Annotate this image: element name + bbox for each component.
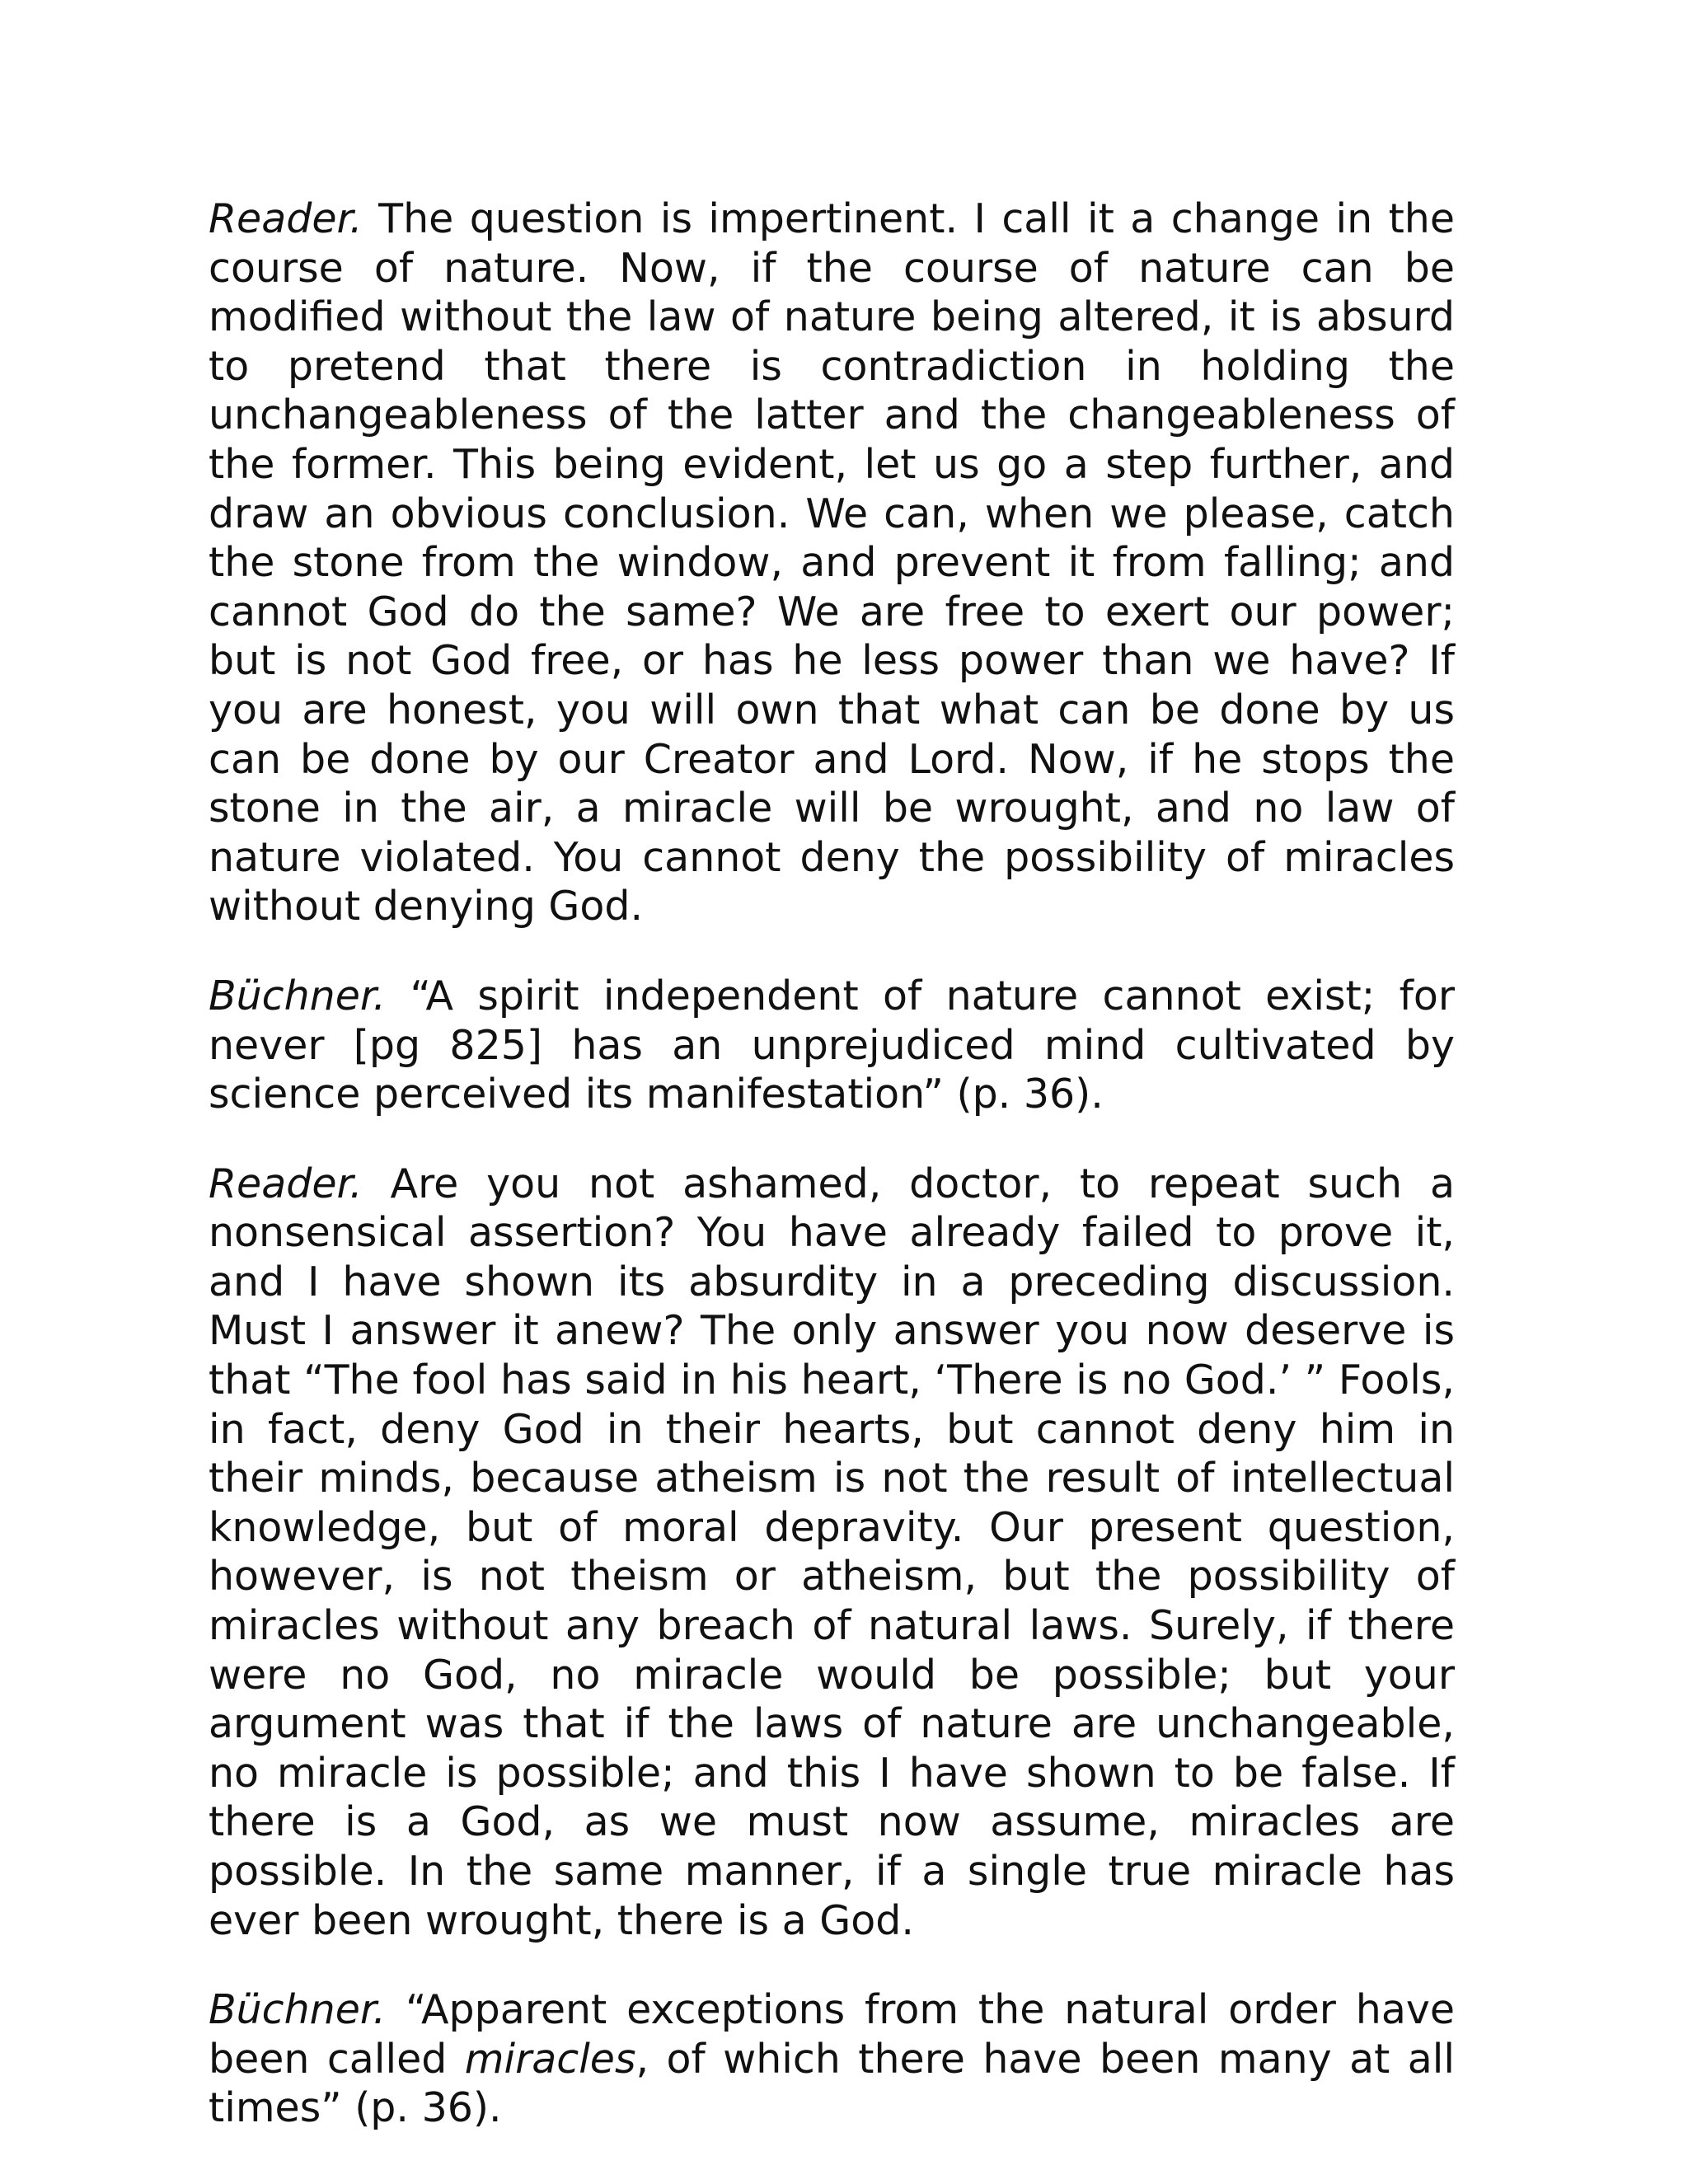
paragraph-text-after: , of which there have been many at all times” (p. 36).: [209, 2035, 1455, 2132]
paragraph-text: Are you not ashamed, doctor, to repeat such a nonsensical assertion? You have already failed to prove it, and I have shown its absurdity in a preceding discussion. Must I answer it anew? The only answer you now deserve is that “The fool has said in his heart, ‘There is no God.’ ” Fools, in fact, deny God in their hearts, but cannot deny him in their minds, because atheism is not the result of intellectual knowledge, but of moral depravity. Our present question, however, is not theism or atheism, but the possibility of miracles without any breach of natural laws. Surely, if there were no God, no miracle would be possible; but your argument was that if the laws of nature are unchangeable, no miracle is possible; and this I have shown to be false. If there is a God, as we must now assume, miracles are possible. In the same manner, if a single true miracle has ever been wrought, there is a God.: [209, 1160, 1455, 1944]
paragraph-reader-2: [209, 1160, 1455, 1946]
paragraph-text: “A spirit independent of nature cannot exist; for never [pg 825] has an unprejudiced mind cultivated by science perceived its manifestation” (p. 36).: [209, 972, 1455, 1118]
speaker-label: Büchner.: [209, 972, 387, 1019]
speaker-label: Reader.: [209, 1160, 363, 1207]
paragraph-reader-1: [209, 194, 1455, 931]
paragraph-text-before: “Apparent exceptions from the natural order have been called: [209, 1986, 1455, 2083]
speaker-label: Büchner.: [209, 1986, 387, 2034]
speaker-label: Reader.: [209, 195, 363, 242]
paragraph-buchner-2: [209, 1985, 1455, 2133]
paragraph-text: The question is impertinent. I call it a change in the course of nature. Now, if the course of nature can be modified without the law of nature being altered, it is absurd to pretend that there is contradiction in holding the unchangeableness of the latter and the changeableness of the former. This being evident, let us go a step further, and draw an obvious conclusion. We can, when we please, catch the stone from the window, and prevent it from falling; and cannot God do the same? We are free to exert our power; but is not God free, or has he less power than we have? If you are honest, you will own that what can be done by us can be done by our Creator and Lord. Now, if he stops the stone in the air, a miracle will be wrought, and no law of nature violated. You cannot deny the possibility of miracles without denying God.: [209, 195, 1455, 930]
document-page: [209, 194, 1455, 2173]
paragraph-buchner-1: [209, 972, 1455, 1119]
emphasized-word: miracles: [464, 2035, 636, 2083]
